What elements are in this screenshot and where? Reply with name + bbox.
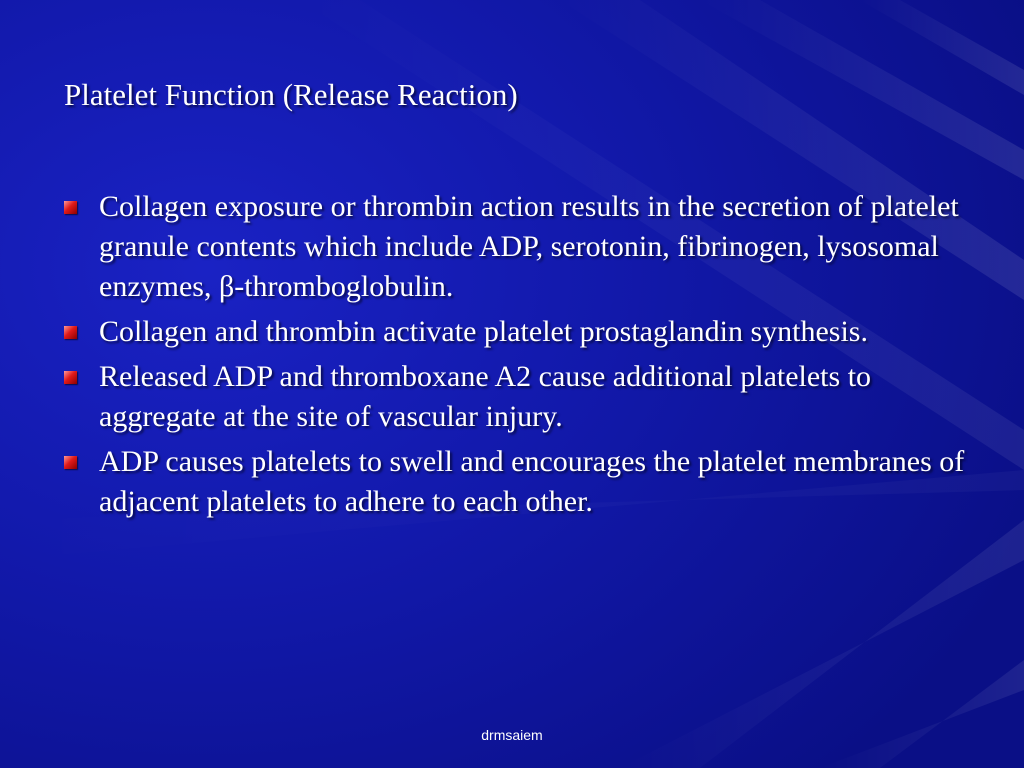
bullet-text: Released ADP and thromboxane A2 cause additional platelets to aggregate at the site of vascular injury. xyxy=(99,360,872,433)
red-square-bullet-icon xyxy=(64,456,77,469)
bullet-text: Collagen exposure or thrombin action results in the secretion of platelet granule contents which include ADP, serotonin, fibrinogen, lysosomal enzymes, β-thromboglobulin. xyxy=(99,190,959,303)
slide-footer: drmsaiem xyxy=(481,727,543,743)
red-square-bullet-icon xyxy=(64,371,77,384)
bullet-item xyxy=(64,357,984,437)
red-square-bullet-icon xyxy=(64,326,77,339)
bullet-text: Collagen and thrombin activate platelet prostaglandin synthesis. xyxy=(99,315,868,348)
slide-title: Platelet Function (Release Reaction) xyxy=(64,77,518,112)
bullet-item xyxy=(64,312,984,352)
bullet-text: ADP causes platelets to swell and encourages the platelet membranes of adjacent platelets to adhere to each other. xyxy=(99,445,965,518)
red-square-bullet-icon xyxy=(64,201,77,214)
bullet-list xyxy=(64,187,984,527)
bullet-item xyxy=(64,442,984,522)
bullet-item xyxy=(64,187,984,307)
